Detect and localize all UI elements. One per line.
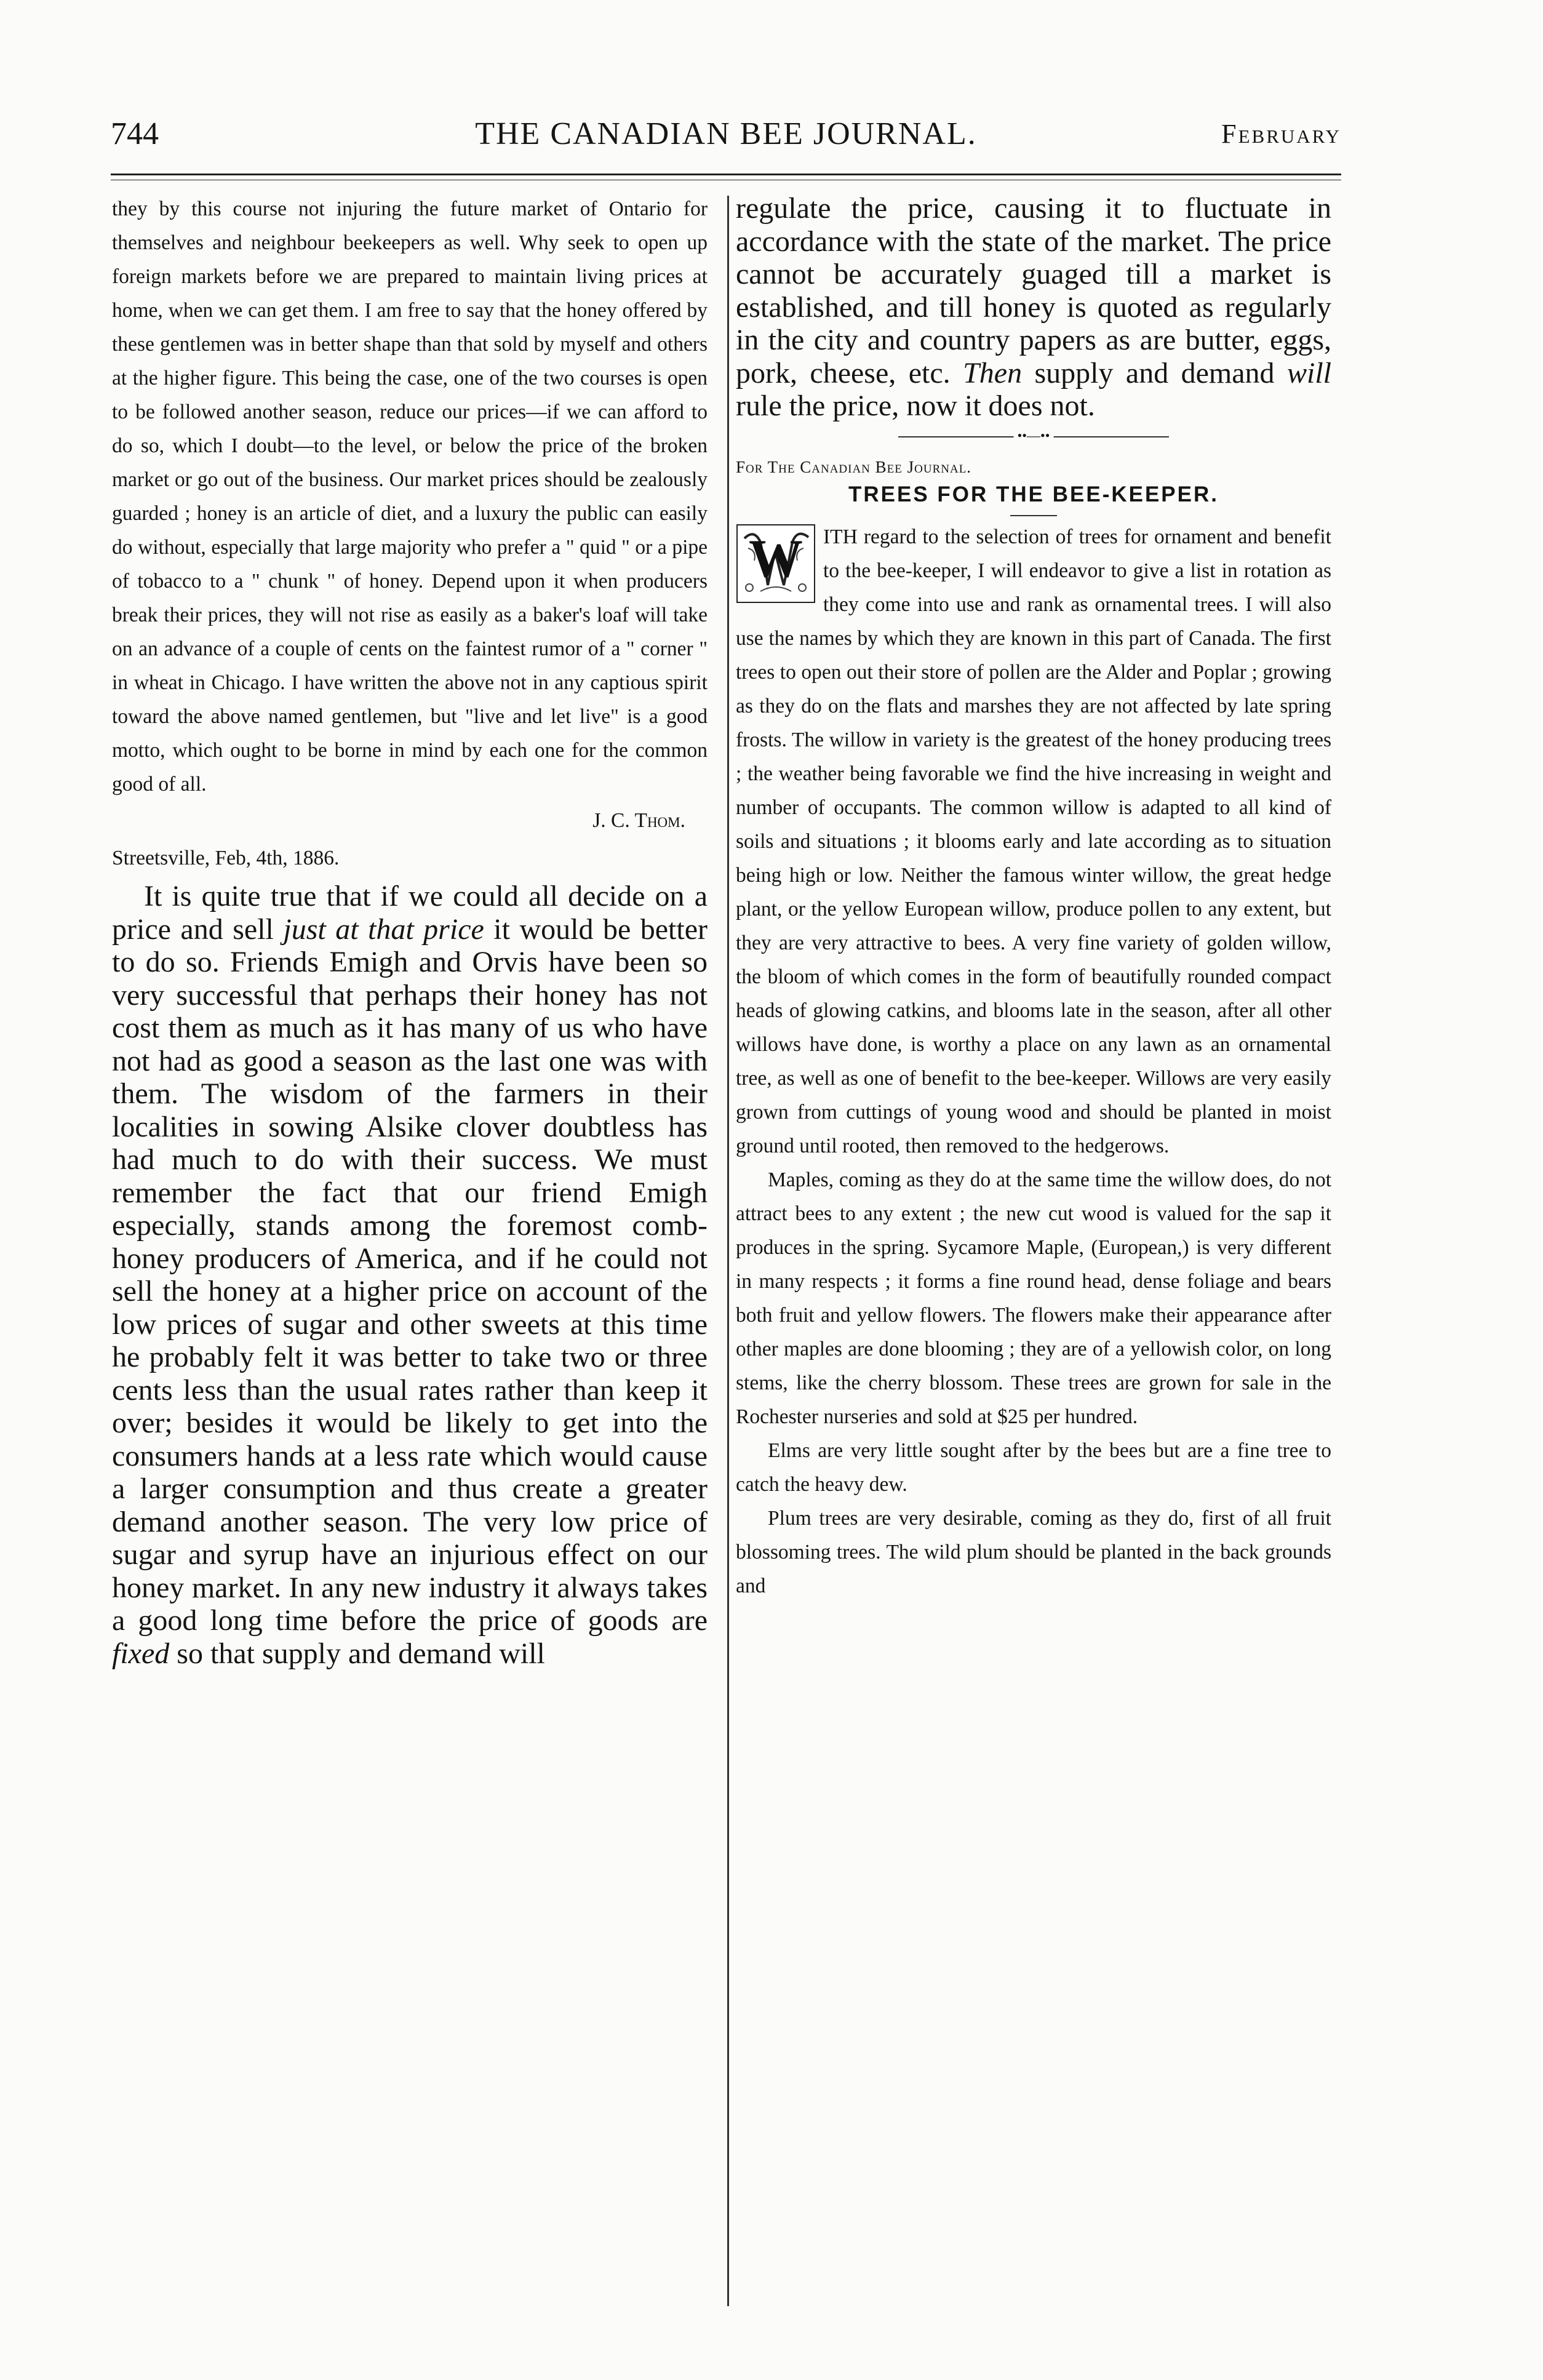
- reply-text-2: it would be better to do so. Friends Emigh and Orvis have been so very successful that perhaps their honey has not cost them as much as it has many of us who have not had as good a season as the last one was with them. The wisdom of the farmers in their localities in sowing Alsike clover doubtless has had much to do with their success. We must remember the fact that our friend Emigh especially, stands among the foremost comb-honey producers of America, and if he could not sell the honey at a higher price on account of the low prices of sugar and other sweets at this time he probably felt it was better to take two or three cents less than the usual rates rather than keep it over; besides it would be likely to get into the consumers hands at a less rate which would cause a larger consumption and thus create a greater demand another season. The very low price of sugar and syrup have an injurious effect on our honey market. In any new industry it always takes a good long time before the price of goods are: [112, 912, 708, 1637]
- cont-text-1: regulate the price, causing it to fluctuate in accordance with the state of the market. The price cannot be accurately guaged till a market is established, and till honey is quoted as regularly in the city and country papers as are butter, eggs, pork, cheese, etc.: [736, 192, 1331, 389]
- article-paragraph-1: [736, 520, 1331, 1163]
- page-number: 744: [111, 116, 159, 151]
- article-title: TREES FOR THE BEE-KEEPER.: [848, 482, 1219, 506]
- article-paragraph-3: Elms are very little sought after by the bees but are a fine tree to catch the heavy dew.: [736, 1439, 1331, 1496]
- reply-text-1: It is quite true that if we could all decide on a price and sell: [112, 880, 708, 946]
- ornamental-dropcap: [736, 524, 816, 604]
- letter-dateline: Streetsville, Feb, 4th, 1886.: [112, 847, 340, 869]
- column-divider: [727, 196, 729, 2306]
- article-paragraph-2: Maples, coming as they do at the same time the willow does, do not attract bees to any extent ; the new cut wood is valued for the sap it produces in the spring. Sycamore Maple, (European,) is very different in many respects ; it forms a fine round head, dense foliage and bears both fruit and yellow flowers. The flowers make their appearance after other maples are done blooming ; they are of a yellowish color, on long stems, like the cherry blossom. These trees are grown for sale in the Rochester nurseries and sold at $25 per hundred.: [736, 1168, 1331, 1428]
- issue-month: February: [1221, 119, 1341, 149]
- right-column: [736, 192, 1331, 1603]
- title-underline: [1010, 515, 1057, 516]
- reply-emphasis-1: just at that price: [283, 912, 484, 946]
- editor-reply: [112, 880, 708, 1670]
- cont-emphasis-1: Then: [963, 356, 1023, 389]
- journal-title: THE CANADIAN BEE JOURNAL.: [475, 116, 977, 151]
- page-header: [111, 116, 1341, 165]
- paragraph-1-text: ITH regard to the selection of trees for ornament and benefit to the bee-keeper, I will endeavor to give a list in rotation as they come into use and rank as ornamental trees. I will also use the names by which they are known in this part of Canada. The first trees to open out their store of pollen are the Alder and Poplar ; growing as they do on the flats and marshes they are not affected by late spring frosts. The willow in variety is the greatest of the honey producing trees ; the weather being favorable we find the hive increasing in weight and number of occupants. The common willow is adapted to all kind of soils and situations ; it blooms early and late according as to situation being high or low. Neither the famous winter willow, the great hedge plant, or the yellow European willow, produce pollen to any extent, but they are very attractive to bees. A very fine variety of golden willow, the bloom of which comes in the form of beautifully rounded compact heads of glowing catkins, and blooms late in the season, after all other willows have done, is worthy a place on any lawn as an ornamental tree, as well as one of benefit to the bee-keeper. Willows are very easily grown from cuttings of young wood and should be planted in moist ground until rooted, then removed to the hedgerows.: [736, 525, 1331, 1157]
- cont-text-3: rule the price, now it does not.: [736, 389, 1095, 422]
- section-separator: [898, 427, 1169, 443]
- left-column: [112, 192, 708, 1670]
- article-paragraph-4: Plum trees are very desirable, coming as they do, first of all fruit blossoming trees. The wild plum should be planted in the back grounds and: [736, 1506, 1331, 1597]
- header-rule: [111, 174, 1341, 175]
- letter-signature: [112, 804, 708, 837]
- reply-continuation: [736, 192, 1331, 423]
- signature-text: J. C. Thom.: [592, 809, 685, 832]
- cont-emphasis-2: will: [1286, 356, 1332, 389]
- dropcap-letter: W: [749, 529, 803, 589]
- letter-body: they by this course not injuring the future market of Ontario for themselves and neighbour beekeepers as well. Why seek to open up foreign markets before we are prepared to maintain living prices at home, when we can get them. I am free to say that the honey offered by these gentlemen was in better shape than that sold by myself and others at the higher figure. This being the case, one of the two courses is open to be followed another season, reduce our prices—if we can afford to do so, which I doubt—to the level, or below the price of the broken market or go out of the business. Our market prices should be zealously guarded ; honey is an article of diet, and a luxury the public can easily do without, especially that large majority who prefer a " quid " or a pipe of tobacco to a " chunk " of honey. Depend upon it when producers break their prices, they will not rise as easily as a baker's loaf will take on an advance of a couple of cents on the faintest rumor of a " corner " in wheat in Chicago. I have written the above not in any captious spirit toward the above named gentlemen, but "live and let live" is a good motto, which ought to be borne in mind by each one for the common good of all.: [112, 198, 708, 796]
- reply-text-3: so that supply and demand will: [169, 1637, 545, 1670]
- cont-text-2: supply and demand: [1022, 356, 1287, 389]
- reply-emphasis-2: fixed: [112, 1637, 170, 1670]
- separator-ornament: ••—••: [1014, 429, 1054, 442]
- source-line: For The Canadian Bee Journal.: [736, 457, 972, 476]
